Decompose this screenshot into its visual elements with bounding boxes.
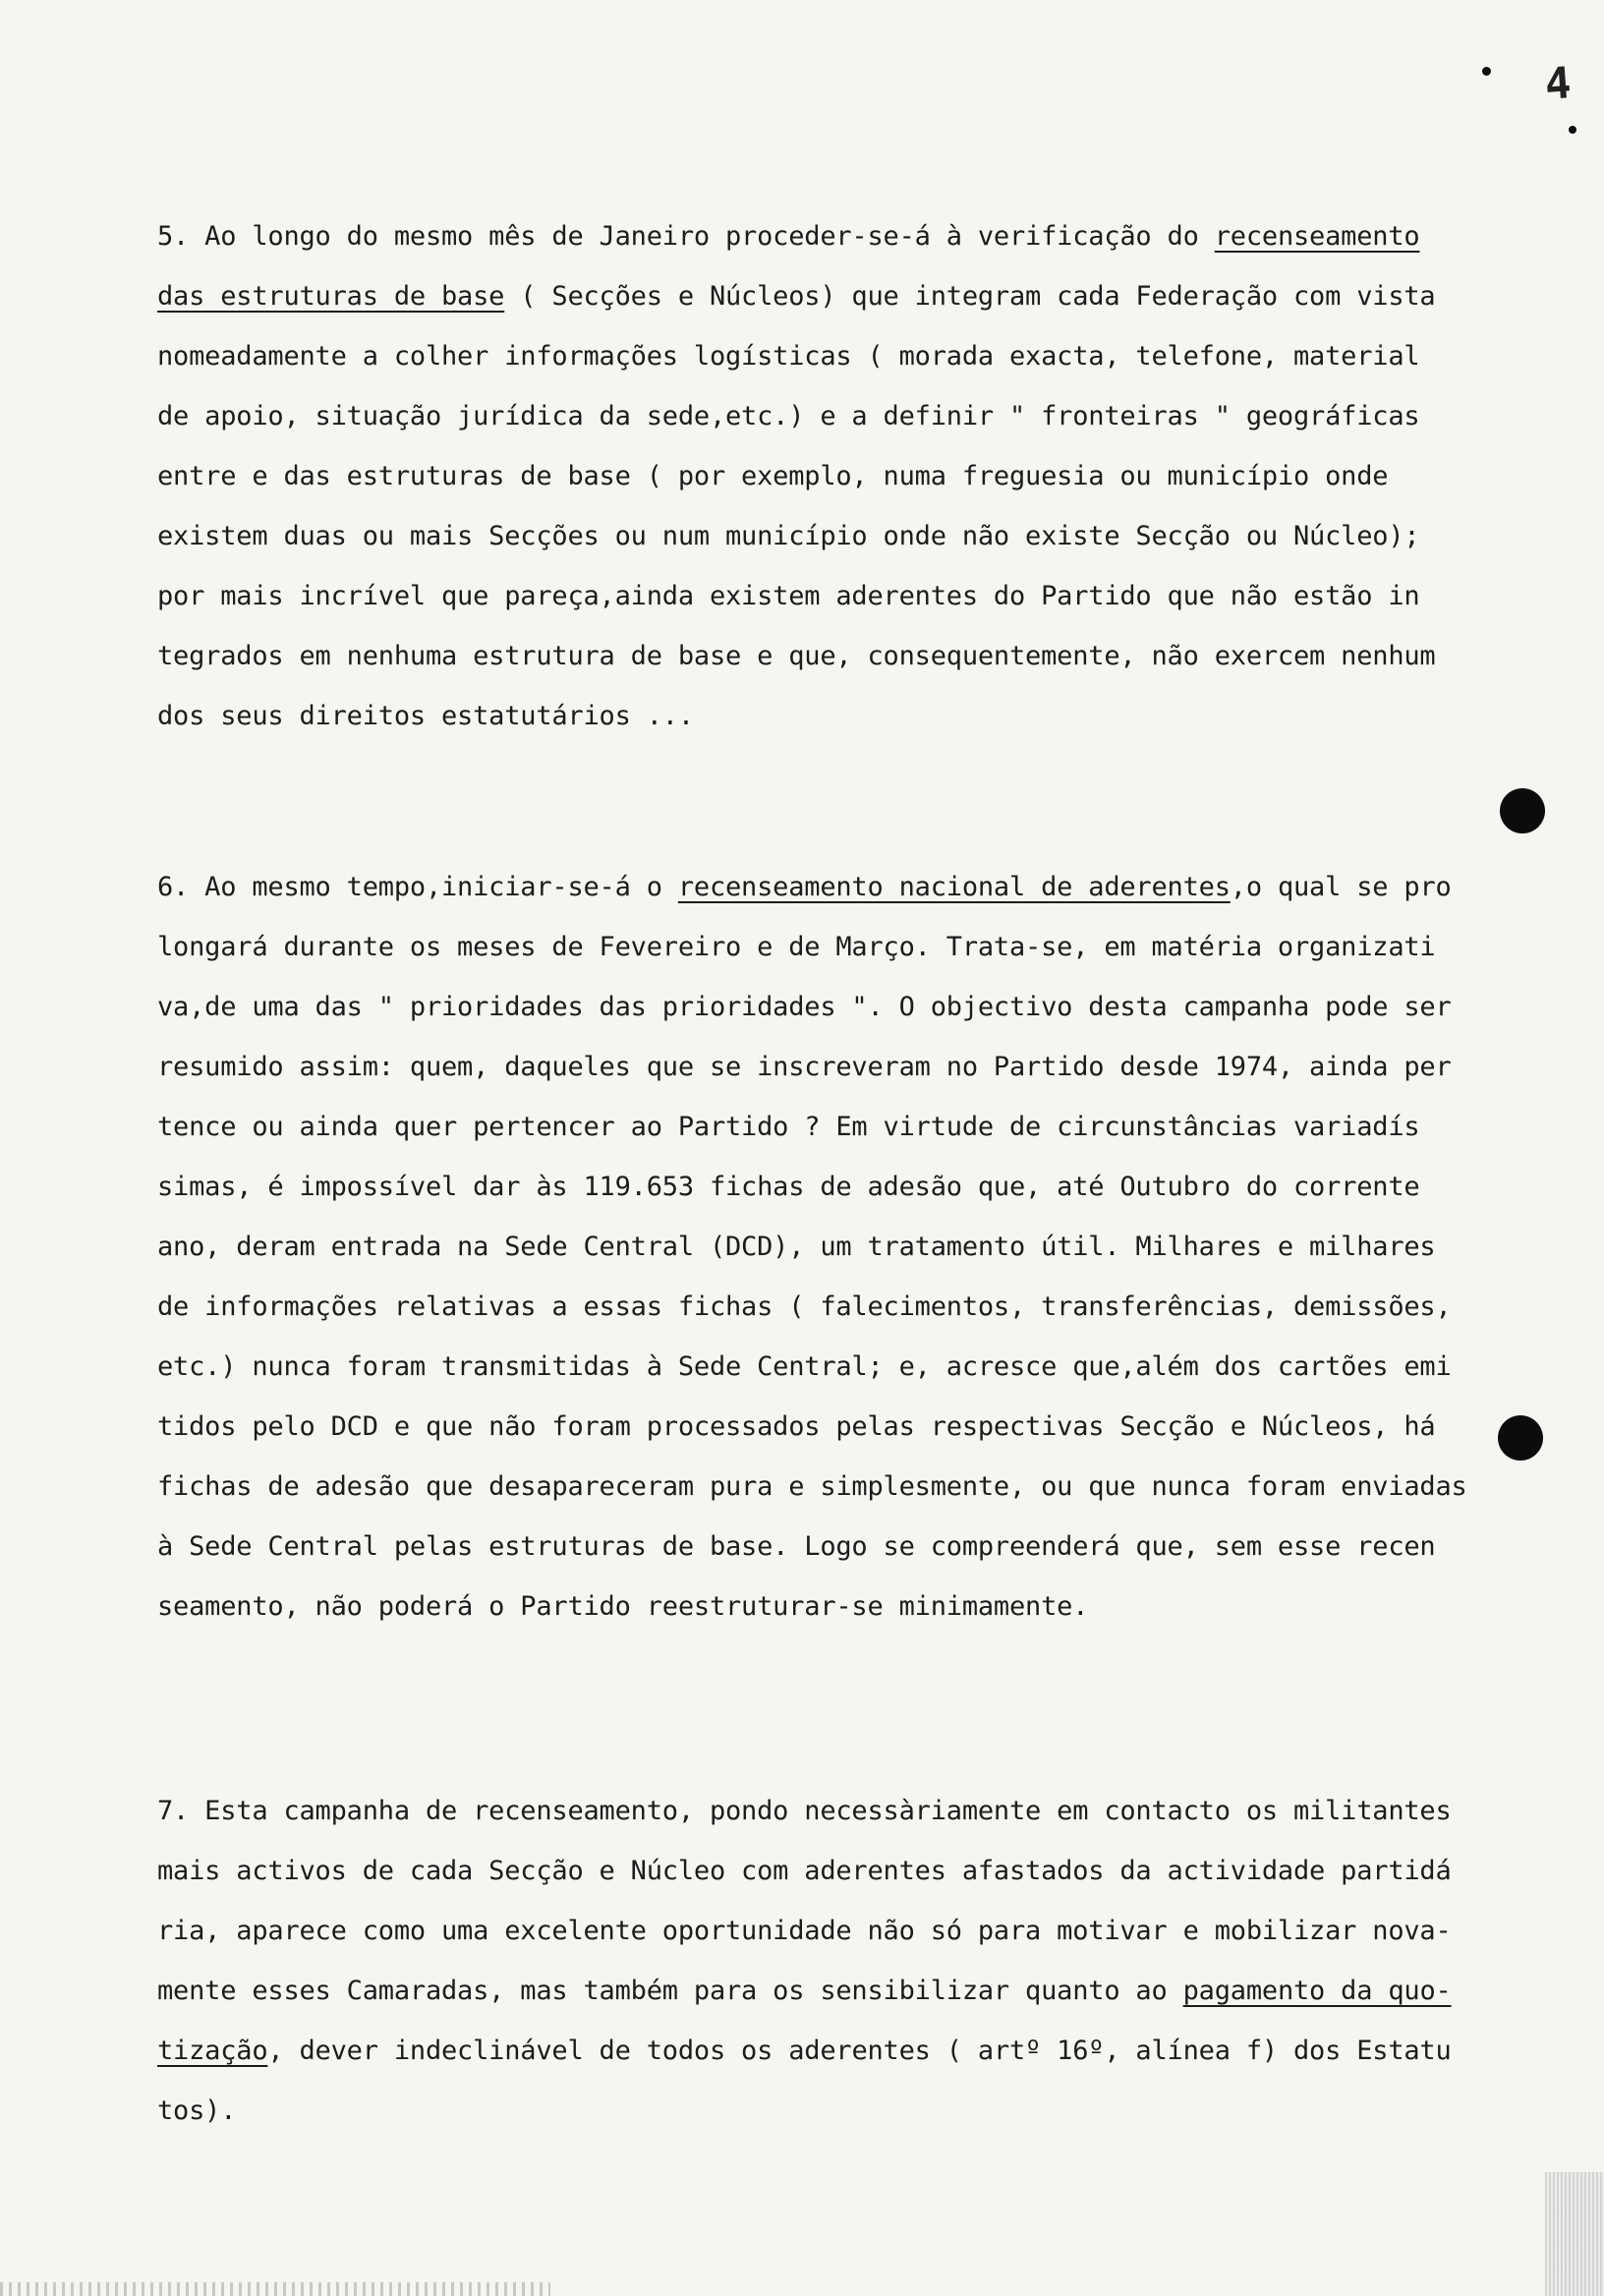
text-segment: existem duas ou mais Secções ou num município onde não existe Secção ou Núcleo); <box>157 521 1420 551</box>
text-line <box>157 1037 1514 1097</box>
text-segment: tos). <box>157 2095 237 2126</box>
paragraph-6 <box>157 857 1514 1636</box>
text-line <box>157 626 1514 686</box>
text-line <box>157 1157 1514 1217</box>
text-line <box>157 1397 1514 1457</box>
text-line <box>157 206 1514 266</box>
text-segment: resumido assim: quem, daqueles que se inscreveram no Partido desde 1974, ainda per <box>157 1052 1452 1082</box>
text-line <box>157 917 1514 977</box>
page-number-dot <box>1482 67 1491 76</box>
text-segment: , dever indeclinável de todos os aderentes ( artº 16º, alínea f) dos Estatu <box>267 2036 1452 2066</box>
punch-hole-mark <box>1500 788 1545 833</box>
text-line <box>157 2021 1514 2081</box>
text-line <box>157 1097 1514 1157</box>
text-segment: seamento, não poderá o Partido reestruturar-se minimamente. <box>157 1591 1089 1622</box>
text-segment: tegrados em nenhuma estrutura de base e que, consequentemente, não exercem nenhum <box>157 641 1436 671</box>
text-segment: mente esses Camaradas, mas também para os sensibilizar quanto ao <box>157 1976 1183 2006</box>
text-line <box>157 977 1514 1037</box>
paragraph-5 <box>157 206 1514 746</box>
underlined-text: recenseamento nacional de aderentes <box>677 872 1231 902</box>
text-segment: fichas de adesão que desapareceram pura e simplesmente, ou que nunca foram enviadas <box>157 1471 1467 1502</box>
text-segment: 5. Ao longo do mesmo mês de Janeiro proceder-se-á à verificação do <box>157 221 1215 252</box>
text-segment: simas, é impossível dar às 119.653 fichas de adesão que, até Outubro do corrente <box>157 1172 1420 1202</box>
text-segment: ano, deram entrada na Sede Central (DCD), um tratamento útil. Milhares e milhares <box>157 1232 1436 1262</box>
text-segment: à Sede Central pelas estruturas de base. Logo se compreenderá que, sem esse recen <box>157 1531 1436 1562</box>
text-segment: dos seus direitos estatutários ... <box>157 701 694 731</box>
text-line <box>157 686 1514 746</box>
text-line <box>157 1517 1514 1577</box>
text-line <box>157 566 1514 626</box>
text-line <box>157 1961 1514 2021</box>
text-line <box>157 1841 1514 1901</box>
text-line <box>157 446 1514 506</box>
text-segment: ria, aparece como uma excelente oportunidade não só para motivar e mobilizar nova- <box>157 1916 1452 1946</box>
text-line <box>157 506 1514 566</box>
text-line <box>157 2081 1514 2141</box>
text-segment: longará durante os meses de Fevereiro e de Março. Trata-se, em matéria organizati <box>157 932 1436 962</box>
text-line <box>157 857 1514 917</box>
page-number: 4 <box>1543 58 1574 110</box>
underlined-text: recenseamento <box>1214 221 1420 252</box>
text-line <box>157 266 1514 326</box>
text-segment: 7. Esta campanha de recenseamento, pondo necessàriamente em contacto os militantes <box>157 1796 1452 1826</box>
page-number-dot <box>1569 126 1576 134</box>
text-segment: nomeadamente a colher informações logísticas ( morada exacta, telefone, material <box>157 341 1420 372</box>
text-segment: 6. Ao mesmo tempo,iniciar-se-á o <box>157 872 678 902</box>
scan-artifact <box>0 2282 550 2296</box>
text-segment: por mais incrível que pareça,ainda existem aderentes do Partido que não estão in <box>157 581 1420 611</box>
text-segment: etc.) nunca foram transmitidas à Sede Central; e, acresce que,além dos cartões emi <box>157 1351 1452 1382</box>
text-line <box>157 1277 1514 1337</box>
text-line <box>157 1901 1514 1961</box>
text-segment: ,o qual se pro <box>1230 872 1452 902</box>
text-segment: de informações relativas a essas fichas ( falecimentos, transferências, demissões, <box>157 1292 1452 1322</box>
text-segment: de apoio, situação jurídica da sede,etc.) e a definir " fronteiras " geográficas <box>157 401 1420 431</box>
underlined-text: das estruturas de base <box>157 281 505 312</box>
paragraph-7 <box>157 1781 1514 2141</box>
text-line <box>157 1457 1514 1517</box>
text-line <box>157 1577 1514 1636</box>
text-segment: mais activos de cada Secção e Núcleo com aderentes afastados da actividade partidá <box>157 1856 1452 1886</box>
underlined-text: tização <box>157 2036 268 2066</box>
text-line <box>157 1217 1514 1277</box>
text-segment: tidos pelo DCD e que não foram processados pelas respectivas Secção e Núcleos, há <box>157 1411 1436 1442</box>
text-line <box>157 1781 1514 1841</box>
text-segment: entre e das estruturas de base ( por exemplo, numa freguesia ou município onde <box>157 461 1389 491</box>
text-segment: tence ou ainda quer pertencer ao Partido ? Em virtude de circunstâncias variadís <box>157 1112 1420 1142</box>
text-segment: va,de uma das " prioridades das prioridades ". O objectivo desta campanha pode ser <box>157 992 1452 1022</box>
text-line <box>157 326 1514 386</box>
text-segment: ( Secções e Núcleos) que integram cada Federação com vista <box>504 281 1436 312</box>
text-line <box>157 386 1514 446</box>
text-line <box>157 1337 1514 1397</box>
underlined-text: pagamento da quo- <box>1182 1976 1452 2006</box>
scan-artifact <box>1545 2172 1604 2296</box>
